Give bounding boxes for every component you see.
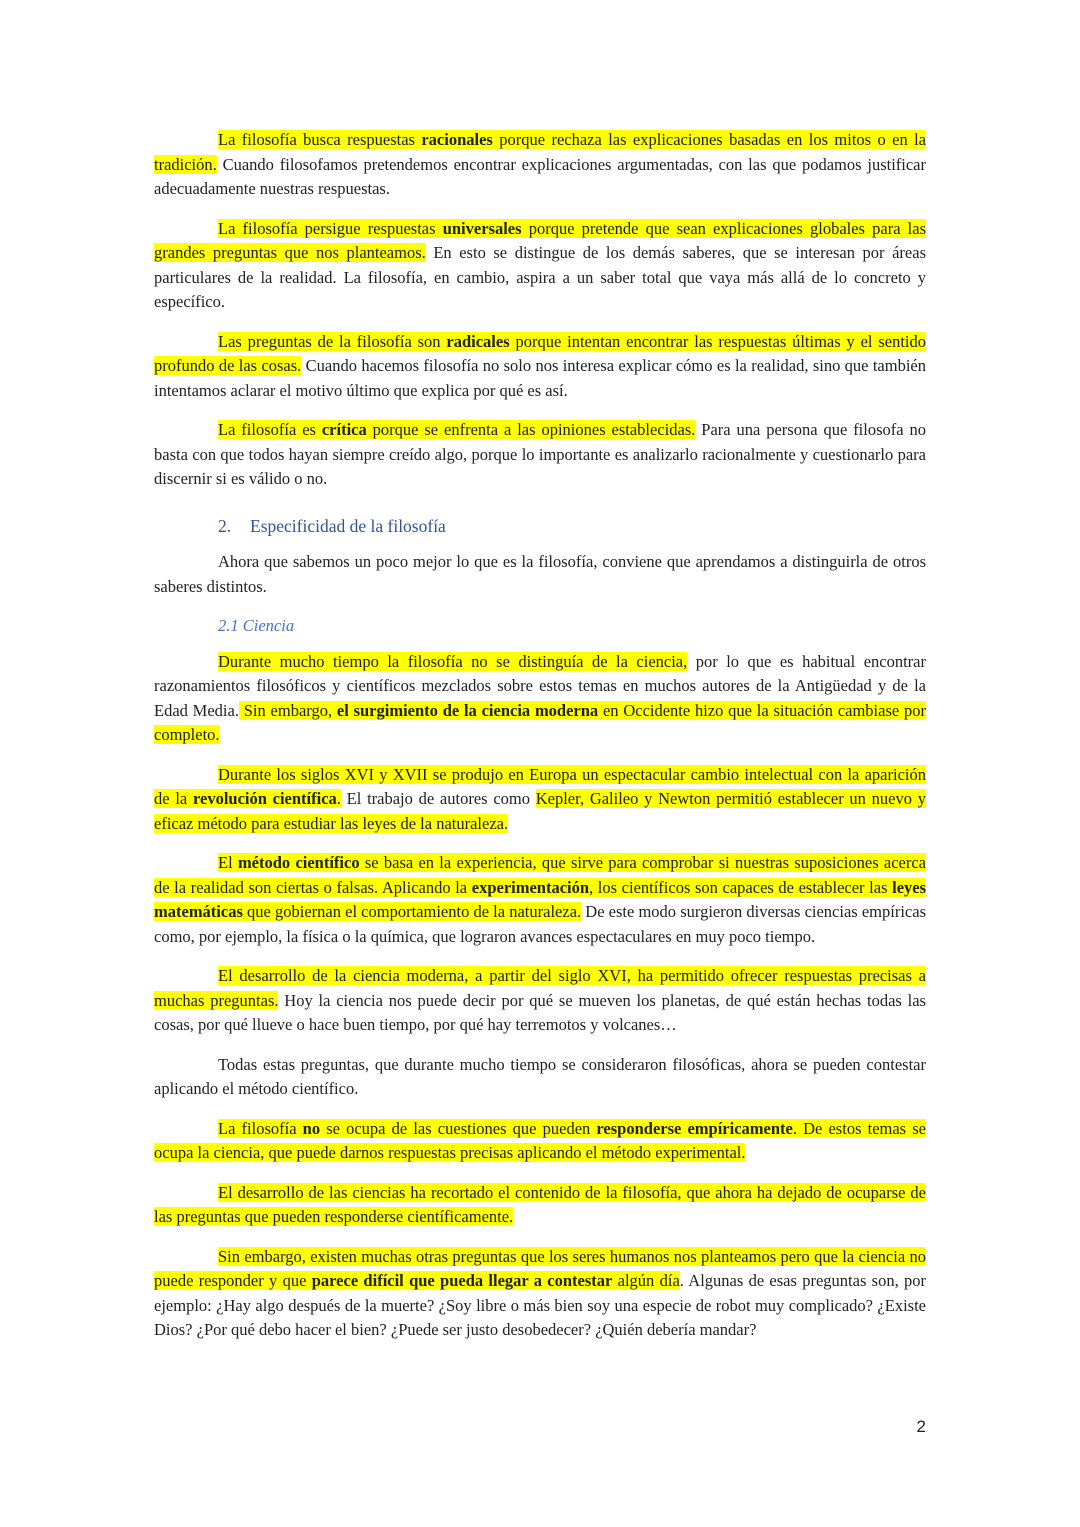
body-text: El trabajo de autores como <box>340 789 536 808</box>
section-heading <box>218 514 926 539</box>
highlighted-text: El desarrollo de las ciencias ha recortado el contenido de la filosofía, que ahora ha dejado de ocuparse de las preguntas que pueden responderse científicamente. <box>154 1182 926 1226</box>
key-term: crítica <box>321 420 367 439</box>
highlighted-text: que gobiernan el comportamiento de la naturaleza. <box>242 902 582 921</box>
highlighted-text: Durante mucho tiempo la filosofía no se distinguía de la ciencia, <box>218 651 688 671</box>
paragraph-scientific-questions <box>154 1053 926 1102</box>
key-term: el surgimiento de la ciencia moderna <box>336 700 599 720</box>
key-term: responderse empíricamente <box>596 1118 793 1138</box>
highlighted-text: Durante los siglos XVI y XVII se produjo en Europa un espectacular cambio intelectual con la aparición de la <box>154 764 926 808</box>
highlighted-text: . De estos temas se ocupa la ciencia, que puede darnos respuestas precisas aplicando el método experimental. <box>154 1118 926 1162</box>
highlighted-text: porque pretende que sean explicaciones globales para las grandes preguntas que nos planteamos. <box>154 218 926 262</box>
key-term: racionales <box>421 130 493 149</box>
highlighted-text: La filosofía busca respuestas <box>218 130 422 149</box>
paragraph-modern-science <box>154 964 926 1038</box>
highlighted-text: La filosofía <box>218 1118 303 1138</box>
highlighted-text: Sin embargo, <box>238 700 337 720</box>
body-text: por lo que es habitual encontrar razonamientos filosóficos y científicos mezclados sobre estos temas en muchos autores de la Antigüedad y de la Edad Media. <box>154 651 926 720</box>
paragraph-empirical-questions <box>154 1117 926 1166</box>
highlighted-text: Las preguntas de la filosofía son <box>218 331 447 351</box>
highlighted-text: porque rechaza las explicaciones basadas en los mitos o en la tradición. <box>154 130 926 174</box>
highlighted-text: El <box>218 853 238 872</box>
paragraph-specificity-intro <box>154 550 926 599</box>
highlighted-text: algún día <box>612 1271 680 1290</box>
highlighted-text: . <box>336 789 341 808</box>
body-text: Todas estas preguntas, que durante mucho tiempo se consideraron filosóficas, ahora se pueden contestar aplicando el método científico. <box>154 1054 926 1098</box>
paragraph-open-questions <box>154 1245 926 1343</box>
highlighted-text: La filosofía persigue respuestas <box>218 218 443 238</box>
paragraph-universal-answers <box>154 217 926 315</box>
body-text: . Algunas de esas preguntas son, por ejemplo: ¿Hay algo después de la muerte? ¿Soy libre o más bien soy una especie de robot muy complicado? ¿Existe Dios? ¿Por qué debo hacer el bien? ¿Puede ser justo desobedecer? ¿Quién debería mandar? <box>154 1271 926 1339</box>
paragraph-scientific-revolution <box>154 763 926 837</box>
section-title: Especificidad de la filosofía <box>250 515 446 536</box>
key-term: parece difícil que pueda llegar a contestar <box>311 1271 613 1290</box>
highlighted-text: porque intentan encontrar las respuestas últimas y el sentido profundo de las cosas. <box>154 331 926 375</box>
body-text: De este modo surgieron diversas ciencias empíricas como, por ejemplo, la física o la química, que lograron avances espectaculares en muy poco tiempo. <box>154 902 926 946</box>
highlighted-text: Sin embargo, existen muchas otras preguntas que los seres humanos nos planteamos pero que la ciencia no puede responder y que <box>154 1246 926 1290</box>
paragraph-radical-questions <box>154 330 926 404</box>
highlighted-text: se basa en la experiencia, que sirve para comprobar si nuestras suposiciones acerca de la realidad son ciertas o falsas. Aplicando la <box>154 853 926 897</box>
paragraph-scientific-method <box>154 851 926 949</box>
highlighted-text: La filosofía es <box>218 420 322 439</box>
highlighted-text: Kepler, Galileo y Newton permitió establecer un nuevo y eficaz método para estudiar las leyes de la naturaleza. <box>154 789 926 833</box>
paragraph-philosophy-scope <box>154 1181 926 1230</box>
key-term: método científico <box>237 853 360 872</box>
body-text: Ahora que sabemos un poco mejor lo que es la filosofía, conviene que aprendamos a distinguirla de otros saberes distintos. <box>154 552 926 596</box>
body-text: Cuando filosofamos pretendemos encontrar explicaciones argumentadas, con las que podamos justificar adecuadamente nuestras respuestas. <box>154 154 926 198</box>
section-number: 2. <box>218 515 232 536</box>
body-text: En esto se distingue de los demás saberes, que se interesan por áreas particulares de la realidad. La filosofía, en cambio, aspira a un saber total que vaya más allá de lo concreto y específico. <box>154 243 926 311</box>
key-term: radicales <box>446 331 510 351</box>
key-term: revolución científica <box>192 789 337 808</box>
key-term: no <box>302 1118 321 1138</box>
body-text: Para una persona que filosofa no basta con que todos hayan siempre creído algo, porque lo importante es analizarlo racionalmente y cuestionarlo para discernir si es válido o no. <box>154 420 926 488</box>
highlighted-text: en Occidente hizo que la situación cambiase por completo. <box>154 700 926 744</box>
key-term: universales <box>442 218 522 238</box>
highlighted-text: El desarrollo de la ciencia moderna, a partir del siglo XVI, ha permitido ofrecer respuestas precisas a muchas preguntas. <box>154 966 926 1010</box>
key-term: leyes matemáticas <box>154 877 927 921</box>
paragraph-science-history <box>154 650 926 748</box>
paragraph-critical-philosophy <box>154 418 926 492</box>
subsection-heading: 2.1 Ciencia <box>218 616 295 635</box>
page-number: 2 <box>916 1417 926 1436</box>
body-text: Cuando hacemos filosofía no solo nos interesa explicar cómo es la realidad, sino que también intentamos aclarar el motivo último que explica por qué es así. <box>154 356 926 400</box>
highlighted-text: porque se enfrenta a las opiniones establecidas. <box>366 420 696 439</box>
paragraph-rational-answers <box>154 128 926 202</box>
highlighted-text: , los científicos son capaces de establecer las <box>589 877 893 897</box>
body-text: Hoy la ciencia nos puede decir por qué se mueven los planetas, de qué están hechas todas las cosas, por qué llueve o hace buen tiempo, por qué hay terremotos y volcanes… <box>154 990 926 1034</box>
key-term: experimentación <box>471 877 590 897</box>
highlighted-text: se ocupa de las cuestiones que pueden <box>320 1118 597 1138</box>
